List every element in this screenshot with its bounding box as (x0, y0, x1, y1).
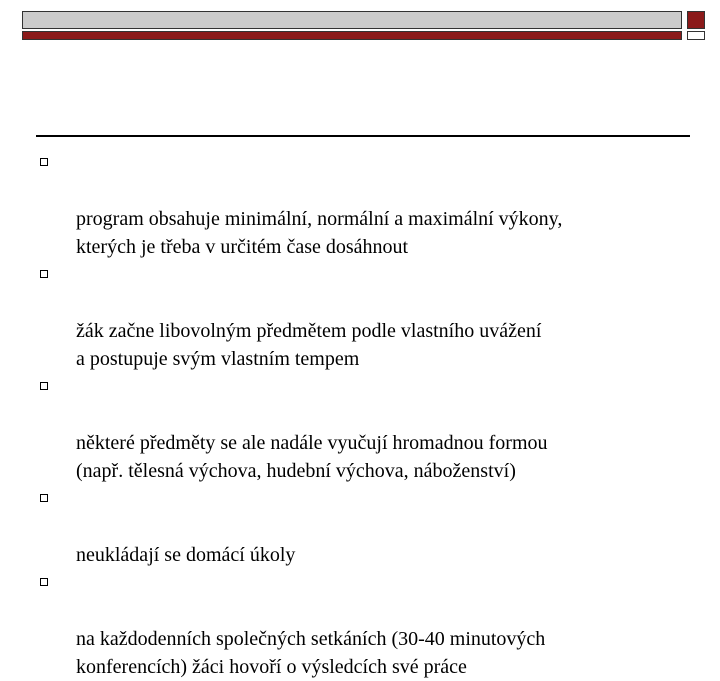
hollow-square-bullet-icon (40, 270, 48, 278)
list-item (36, 569, 676, 681)
bullet-text: na každodenních společných setkáních (30-40 minutových konferencích) žáci hovoří o výsledcích své práce (76, 628, 546, 678)
bullet-text: žák začne libovolným předmětem podle vlastního uvážení a postupuje svým vlastním tempem (76, 320, 542, 370)
header-accent-bar (22, 31, 682, 40)
corner-square-top (687, 11, 705, 29)
bullet-list (36, 149, 676, 681)
bullet-text: program obsahuje minimální, normální a maximální výkony, kterých je třeba v určitém čase dosáhnout (76, 208, 563, 258)
bullet-text: neukládají se domácí úkoly (76, 544, 296, 566)
list-item (36, 261, 676, 373)
corner-square-bottom (687, 31, 705, 40)
title-divider (36, 135, 690, 137)
hollow-square-bullet-icon (40, 158, 48, 166)
list-item (36, 149, 676, 261)
hollow-square-bullet-icon (40, 382, 48, 390)
list-item (36, 373, 676, 485)
bullet-text: některé předměty se ale nadále vyučují hromadnou formou (např. tělesná výchova, hudební výchova, náboženství) (76, 432, 548, 482)
hollow-square-bullet-icon (40, 578, 48, 586)
hollow-square-bullet-icon (40, 494, 48, 502)
list-item (36, 485, 676, 569)
header-bar (22, 11, 682, 29)
